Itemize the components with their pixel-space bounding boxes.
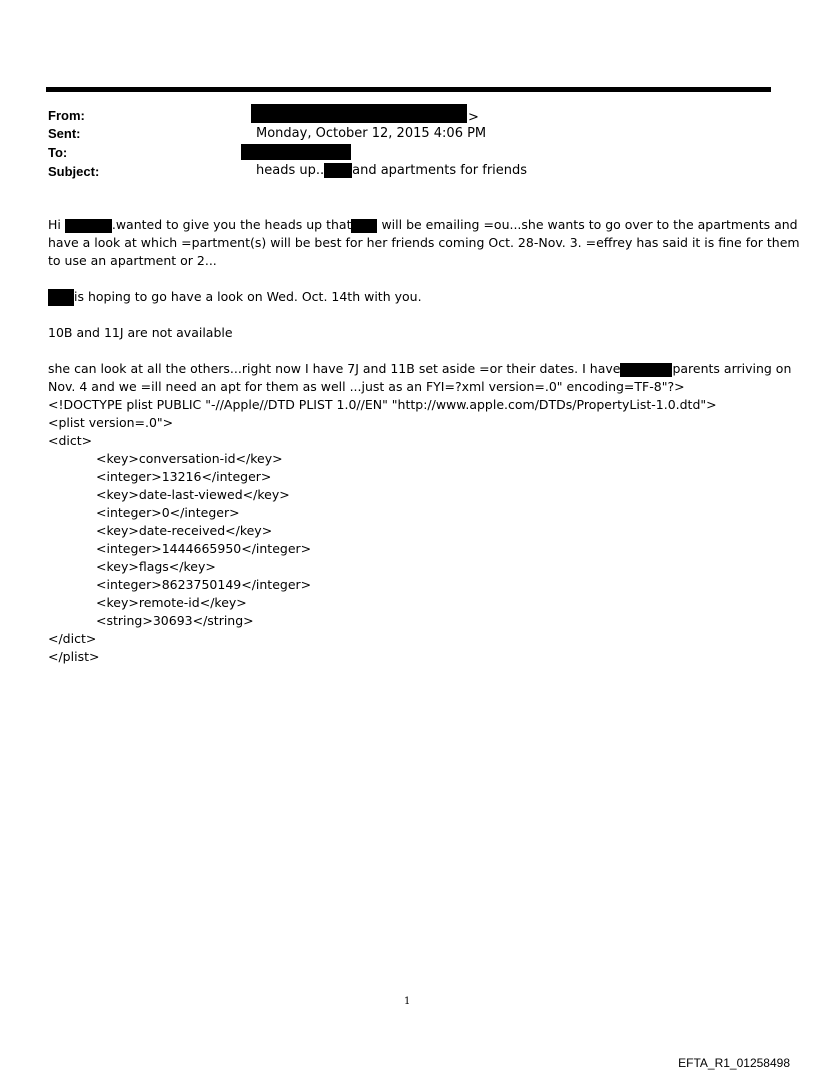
body-line: Nov. 4 and we =ill need an apt for them as well ...just as an FYI=?xml version=.0" encoding=TF-8"?> xyxy=(48,379,685,394)
body-text-segment: is hoping to go have a look on Wed. Oct. 14th with you. xyxy=(74,289,422,304)
body-text-segment: will be emailing =ou...she wants to go over to the apartments and xyxy=(381,217,798,232)
body-line xyxy=(48,288,768,306)
body-line: 10B and 11J are not available xyxy=(48,325,233,340)
subject-prefix: heads up.. xyxy=(256,163,325,178)
page-number: 1 xyxy=(404,996,411,1007)
xml-line: <integer>1444665950</integer> xyxy=(96,541,312,556)
xml-line: </plist> xyxy=(48,649,100,664)
xml-line: </dict> xyxy=(48,631,97,646)
xml-line: <integer>13216</integer> xyxy=(96,469,272,484)
xml-line: <key>flags</key> xyxy=(96,559,216,574)
to-label: To: xyxy=(48,145,68,160)
sent-value: Monday, October 12, 2015 4:06 PM xyxy=(256,126,487,141)
redaction-name xyxy=(620,363,672,377)
redaction-name xyxy=(65,219,112,233)
body-line xyxy=(48,360,792,378)
xml-line: <key>date-last-viewed</key> xyxy=(96,487,290,502)
redaction-to xyxy=(241,144,351,160)
xml-line: <key>remote-id</key> xyxy=(96,595,247,610)
xml-line: <integer>0</integer> xyxy=(96,505,240,520)
body-text-segment: she can look at all the others...right now I have 7J and 11B set aside =or their dates. I have xyxy=(48,361,621,376)
header-rule xyxy=(46,87,771,92)
xml-line: <string>30693</string> xyxy=(96,613,254,628)
body-line: have a look at which =partment(s) will be best for her friends coming Oct. 28-Nov. 3. =effrey has said it is fine for them xyxy=(48,235,800,250)
subject-label: Subject: xyxy=(48,164,100,179)
from-label: From: xyxy=(48,108,85,123)
xml-line: <!DOCTYPE plist PUBLIC "-//Apple//DTD PLIST 1.0//EN" "http://www.apple.com/DTDs/PropertyList-1.0.dtd"> xyxy=(48,397,717,412)
body-line xyxy=(48,216,798,234)
body-text-segment: parents arriving on xyxy=(672,361,792,376)
redaction-subject xyxy=(324,163,352,178)
greeting: Hi xyxy=(48,217,61,232)
body-line: to use an apartment or 2... xyxy=(48,253,217,268)
xml-line: <key>conversation-id</key> xyxy=(96,451,283,466)
document-id: EFTA_R1_01258498 xyxy=(678,1056,790,1070)
xml-line: <plist version=.0"> xyxy=(48,415,174,430)
xml-line: <integer>8623750149</integer> xyxy=(96,577,312,592)
redaction-name xyxy=(351,219,377,233)
body-text-segment: .wanted to give you the heads up that xyxy=(111,217,352,232)
redaction-name xyxy=(48,289,74,306)
redaction-from xyxy=(251,104,467,123)
subject-suffix: and apartments for friends xyxy=(352,163,528,178)
xml-line: <dict> xyxy=(48,433,93,448)
from-suffix: > xyxy=(468,110,479,125)
sent-label: Sent: xyxy=(48,126,81,141)
xml-line: <key>date-received</key> xyxy=(96,523,273,538)
subject-value xyxy=(256,163,527,178)
